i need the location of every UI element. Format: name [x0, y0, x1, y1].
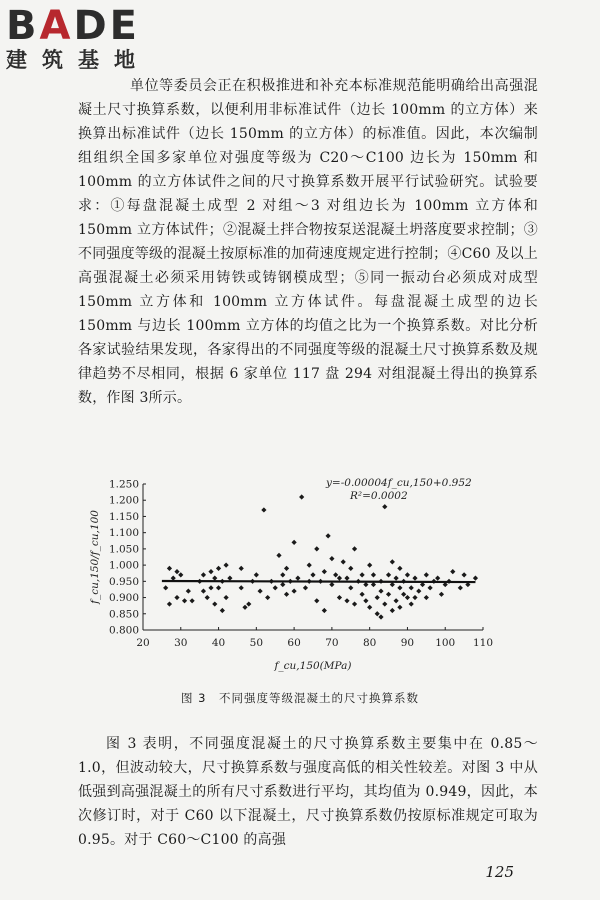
y-tick-label: 0.800: [108, 624, 139, 637]
data-point: [212, 601, 217, 606]
data-point: [367, 563, 372, 568]
data-point: [412, 575, 417, 580]
data-point: [348, 585, 353, 590]
y-tick-label: 0.900: [108, 592, 139, 605]
data-point: [424, 572, 429, 577]
data-point: [348, 566, 353, 571]
data-point: [280, 582, 285, 587]
data-point: [375, 611, 380, 616]
data-point: [292, 540, 297, 545]
data-point: [450, 569, 455, 574]
y-tick-label: 1.000: [108, 559, 139, 572]
data-point: [208, 569, 213, 574]
data-point: [174, 569, 179, 574]
data-point: [337, 595, 342, 600]
bade-logo: [6, 3, 150, 72]
x-tick-label: 80: [362, 637, 377, 649]
data-point: [462, 572, 467, 577]
data-point: [239, 585, 244, 590]
data-point: [405, 595, 410, 600]
data-point: [401, 592, 406, 597]
data-point: [182, 598, 187, 603]
page-number: 125: [485, 863, 514, 881]
y-tick-label: 1.150: [108, 510, 139, 523]
data-point: [382, 504, 387, 509]
data-point: [337, 575, 342, 580]
data-point: [186, 588, 191, 593]
y-tick-label: 1.100: [108, 527, 139, 540]
data-point: [295, 575, 300, 580]
data-point: [409, 601, 414, 606]
data-point: [276, 553, 281, 558]
data-point: [439, 592, 444, 597]
data-point: [386, 572, 391, 577]
data-point: [261, 507, 266, 512]
data-point: [167, 601, 172, 606]
data-point: [394, 598, 399, 603]
data-point: [412, 595, 417, 600]
data-point: [386, 592, 391, 597]
data-point: [341, 559, 346, 564]
data-point: [473, 575, 478, 580]
data-point: [352, 601, 357, 606]
data-point: [258, 588, 263, 593]
data-point: [171, 575, 176, 580]
data-point: [167, 566, 172, 571]
y-axis-title: f_cu,150/f_cu,100: [89, 510, 101, 604]
data-point: [378, 588, 383, 593]
data-point: [382, 601, 387, 606]
data-point: [284, 566, 289, 571]
x-tick-label: 110: [472, 637, 494, 649]
data-point: [405, 572, 410, 577]
data-point: [178, 572, 183, 577]
r-squared-label: R²=0.0002: [350, 490, 408, 502]
data-point: [352, 546, 357, 551]
brand-letter-b: B: [6, 3, 40, 49]
data-point: [273, 585, 278, 590]
data-point: [397, 566, 402, 571]
data-point: [390, 608, 395, 613]
figure-caption: 图 3 不同强度等级混凝土的尺寸换算系数: [181, 691, 419, 705]
x-tick-label: 100: [435, 637, 456, 649]
data-point: [435, 575, 440, 580]
data-point: [307, 563, 312, 568]
brand-letter-a: A: [39, 3, 74, 49]
data-point: [314, 598, 319, 603]
body-paragraph-2: 图 3 表明，不同强度混凝土的尺寸换算系数主要集中在 0.85～1.0，但波动较大，尺寸换算系数与强度高低的相关性较差。对图 3 中从低强到高强混凝土的所有尺寸系数进行平均，其均值为 0.949，因此，本次修订时，对于 C60 以下混凝土，尺寸换算系数仍按原标准规定可取为 0.95。对于 C60～C100 的高强: [78, 736, 538, 848]
data-point: [375, 595, 380, 600]
data-point: [220, 608, 225, 613]
data-point: [360, 572, 365, 577]
data-point: [254, 572, 259, 577]
trendline: [162, 581, 476, 582]
data-point: [322, 569, 327, 574]
x-tick-label: 70: [325, 637, 339, 649]
data-point: [201, 588, 206, 593]
data-point: [314, 546, 319, 551]
data-point: [284, 592, 289, 597]
data-point: [208, 585, 213, 590]
data-point: [190, 598, 195, 603]
x-tick-label: 90: [400, 637, 415, 649]
data-point: [409, 585, 414, 590]
data-point: [242, 605, 247, 610]
data-point: [224, 563, 229, 568]
y-tick-label: 1.200: [108, 494, 139, 507]
data-point: [227, 575, 232, 580]
data-point: [280, 572, 285, 577]
y-tick-label: 0.850: [108, 608, 139, 621]
data-point: [212, 575, 217, 580]
x-tick-label: 20: [136, 637, 150, 649]
data-point: [239, 566, 244, 571]
brand-mark: [6, 3, 150, 49]
data-point: [322, 608, 327, 613]
data-point: [205, 595, 210, 600]
x-tick-label: 50: [249, 637, 264, 649]
data-point: [163, 585, 168, 590]
data-point: [428, 585, 433, 590]
data-point: [216, 585, 221, 590]
data-point: [360, 592, 365, 597]
data-point: [424, 595, 429, 600]
data-point: [333, 572, 338, 577]
data-point: [174, 595, 179, 600]
x-tick-label: 30: [174, 637, 188, 649]
data-point: [397, 585, 402, 590]
data-point: [344, 598, 349, 603]
data-point: [416, 588, 421, 593]
data-point: [367, 605, 372, 610]
data-point: [303, 585, 308, 590]
y-tick-label: 0.950: [108, 575, 139, 588]
data-point: [371, 572, 376, 577]
brand-subtitle: 建筑基地: [6, 48, 150, 72]
data-point: [458, 585, 463, 590]
x-tick-label: 40: [211, 637, 226, 649]
data-point: [310, 572, 315, 577]
body-paragraph-1: 单位等委员会正在积极推进和补充本标准规范能明确给出高强混凝土尺寸换算系数，以便利用非标准试件（边长 100mm 的立方体）来换算出标准试件（边长 150mm 的立方体）的标准值。因此，本次编制组组织全国多家单位对强度等级为 C20～C100 边长为 150mm 和 100mm 的立方体试件之间的尺寸换算系数开展平行试验研究。试验要求：①每盘混凝土成型 2 对组～3 对组边长为 100mm 立方体和 150mm 立方体试件；②混凝土拌合物按泵送混凝土坍落度要求控制；③不同强度等级的混凝土按原标准的加荷速度规定进行控制；④C60 及以上高强混凝土必须采用铸铁或铸钢模成型；⑤同一振动台必须成对成型 150mm 立方体和 100mm 立方体试件。每盘混凝土成型的边长 150mm 与边长 100mm 立方体的均值之比为一个换算系数。对比分析各家试验结果发现，各家得出的不同强度等级的混凝土尺寸换算系数及规律趋势不尽相同，根据 6 家单位 117 盘 294 对组混凝土得出的换算系数，作图 3所示。: [78, 78, 538, 406]
data-point: [326, 533, 331, 538]
data-point: [201, 572, 206, 577]
brand-letters-de: DE: [73, 3, 140, 49]
data-point: [292, 588, 297, 593]
data-point: [216, 566, 221, 571]
data-point: [224, 595, 229, 600]
data-point: [394, 575, 399, 580]
x-tick-label: 60: [287, 637, 301, 649]
data-point: [378, 614, 383, 619]
y-tick-label: 1.050: [108, 543, 139, 556]
data-point: [390, 559, 395, 564]
data-point: [329, 556, 334, 561]
data-point: [397, 605, 402, 610]
data-point: [344, 575, 349, 580]
data-point: [265, 595, 270, 600]
data-point: [363, 598, 368, 603]
data-point: [299, 494, 304, 499]
y-tick-label: 1.250: [108, 478, 139, 491]
trendline-equation: y=-0.00004f_cu,150+0.952: [326, 477, 472, 489]
data-point: [329, 582, 334, 587]
scatter-chart: [80, 472, 500, 682]
data-point: [246, 601, 251, 606]
x-axis-title: f_cu,150(MPa): [274, 660, 352, 672]
